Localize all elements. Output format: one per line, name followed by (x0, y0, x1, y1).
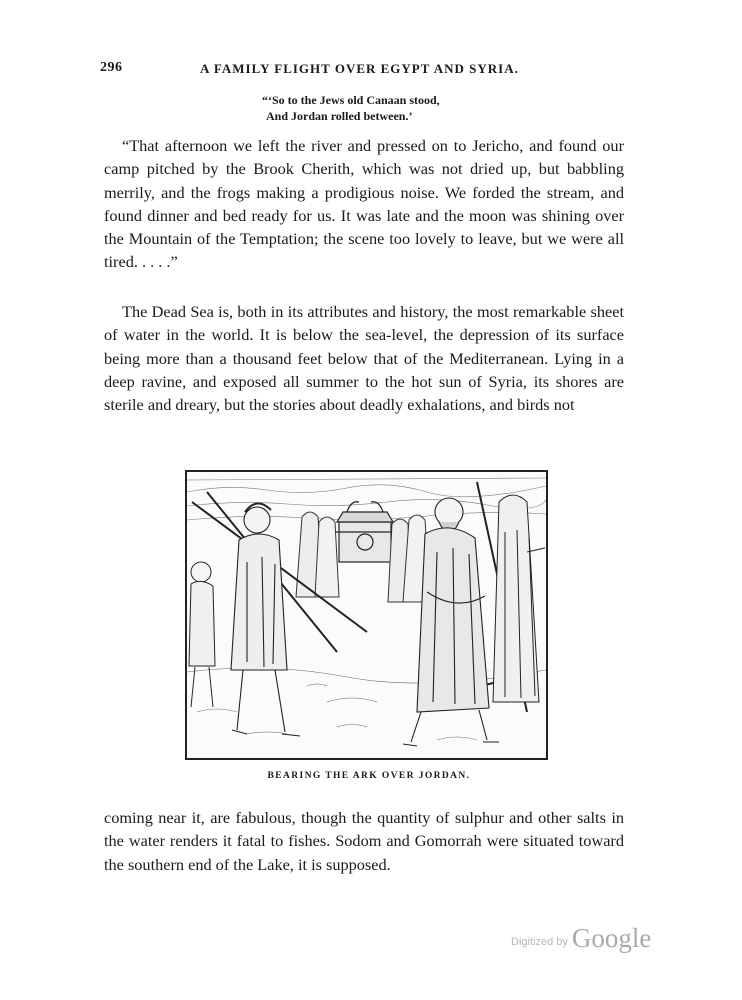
paragraph-1-text: “That afternoon we left the river and pressed on to Jericho, and found our camp pitched by the Brook Cherith, which was not dried up, but babbling merrily, and the frogs making a prodigious noise. We forded the stream, and found dinner and bed ready for us. It was late and the moon was shining over the Mountain of the Temptation; the scene too lovely to leave, but we were all tired. . . . .” (104, 136, 624, 272)
ground (187, 668, 546, 740)
paragraph-3 (104, 806, 624, 876)
ark-illustration (187, 472, 546, 758)
paragraph-3-text: coming near it, are fabulous, though the quantity of sulphur and other salts in the water renders it fatal to fishes. Sodom and Gomorrah were situated toward the southern end of the Lake, it is supposed. (104, 808, 624, 874)
epigraph-line-1: “‘So to the Jews old Canaan stood, (262, 93, 440, 107)
figure-caption-text: BEARING THE ARK OVER JORDAN. (267, 771, 471, 781)
child-figure (189, 562, 215, 707)
google-logo: Google (571, 923, 652, 953)
figure-caption (0, 771, 742, 781)
epigraph (262, 92, 440, 124)
illustration (185, 470, 548, 760)
digitized-watermark (511, 923, 651, 954)
watermark-prefix: Digitized by (511, 936, 568, 948)
right-figure (493, 495, 545, 702)
page-header (100, 60, 640, 80)
page-number: 296 (100, 60, 123, 75)
paragraph-2 (104, 300, 624, 416)
paragraph-1 (104, 134, 624, 274)
paragraph-2-text: The Dead Sea is, both in its attributes and history, the most remarkable sheet of water in the world. It is below the sea-level, the depression of its surface being more than a thousand feet below that of the Mediterranean. Lying in a deep ravine, and exposed all summer to the hot sun of Syria, its shores are sterile and dreary, but the stories about deadly exhalations, and birds not (104, 302, 624, 415)
running-head: A FAMILY FLIGHT OVER EGYPT AND SYRIA. (200, 61, 519, 76)
epigraph-line-2: And Jordan rolled between.’ (266, 109, 413, 123)
